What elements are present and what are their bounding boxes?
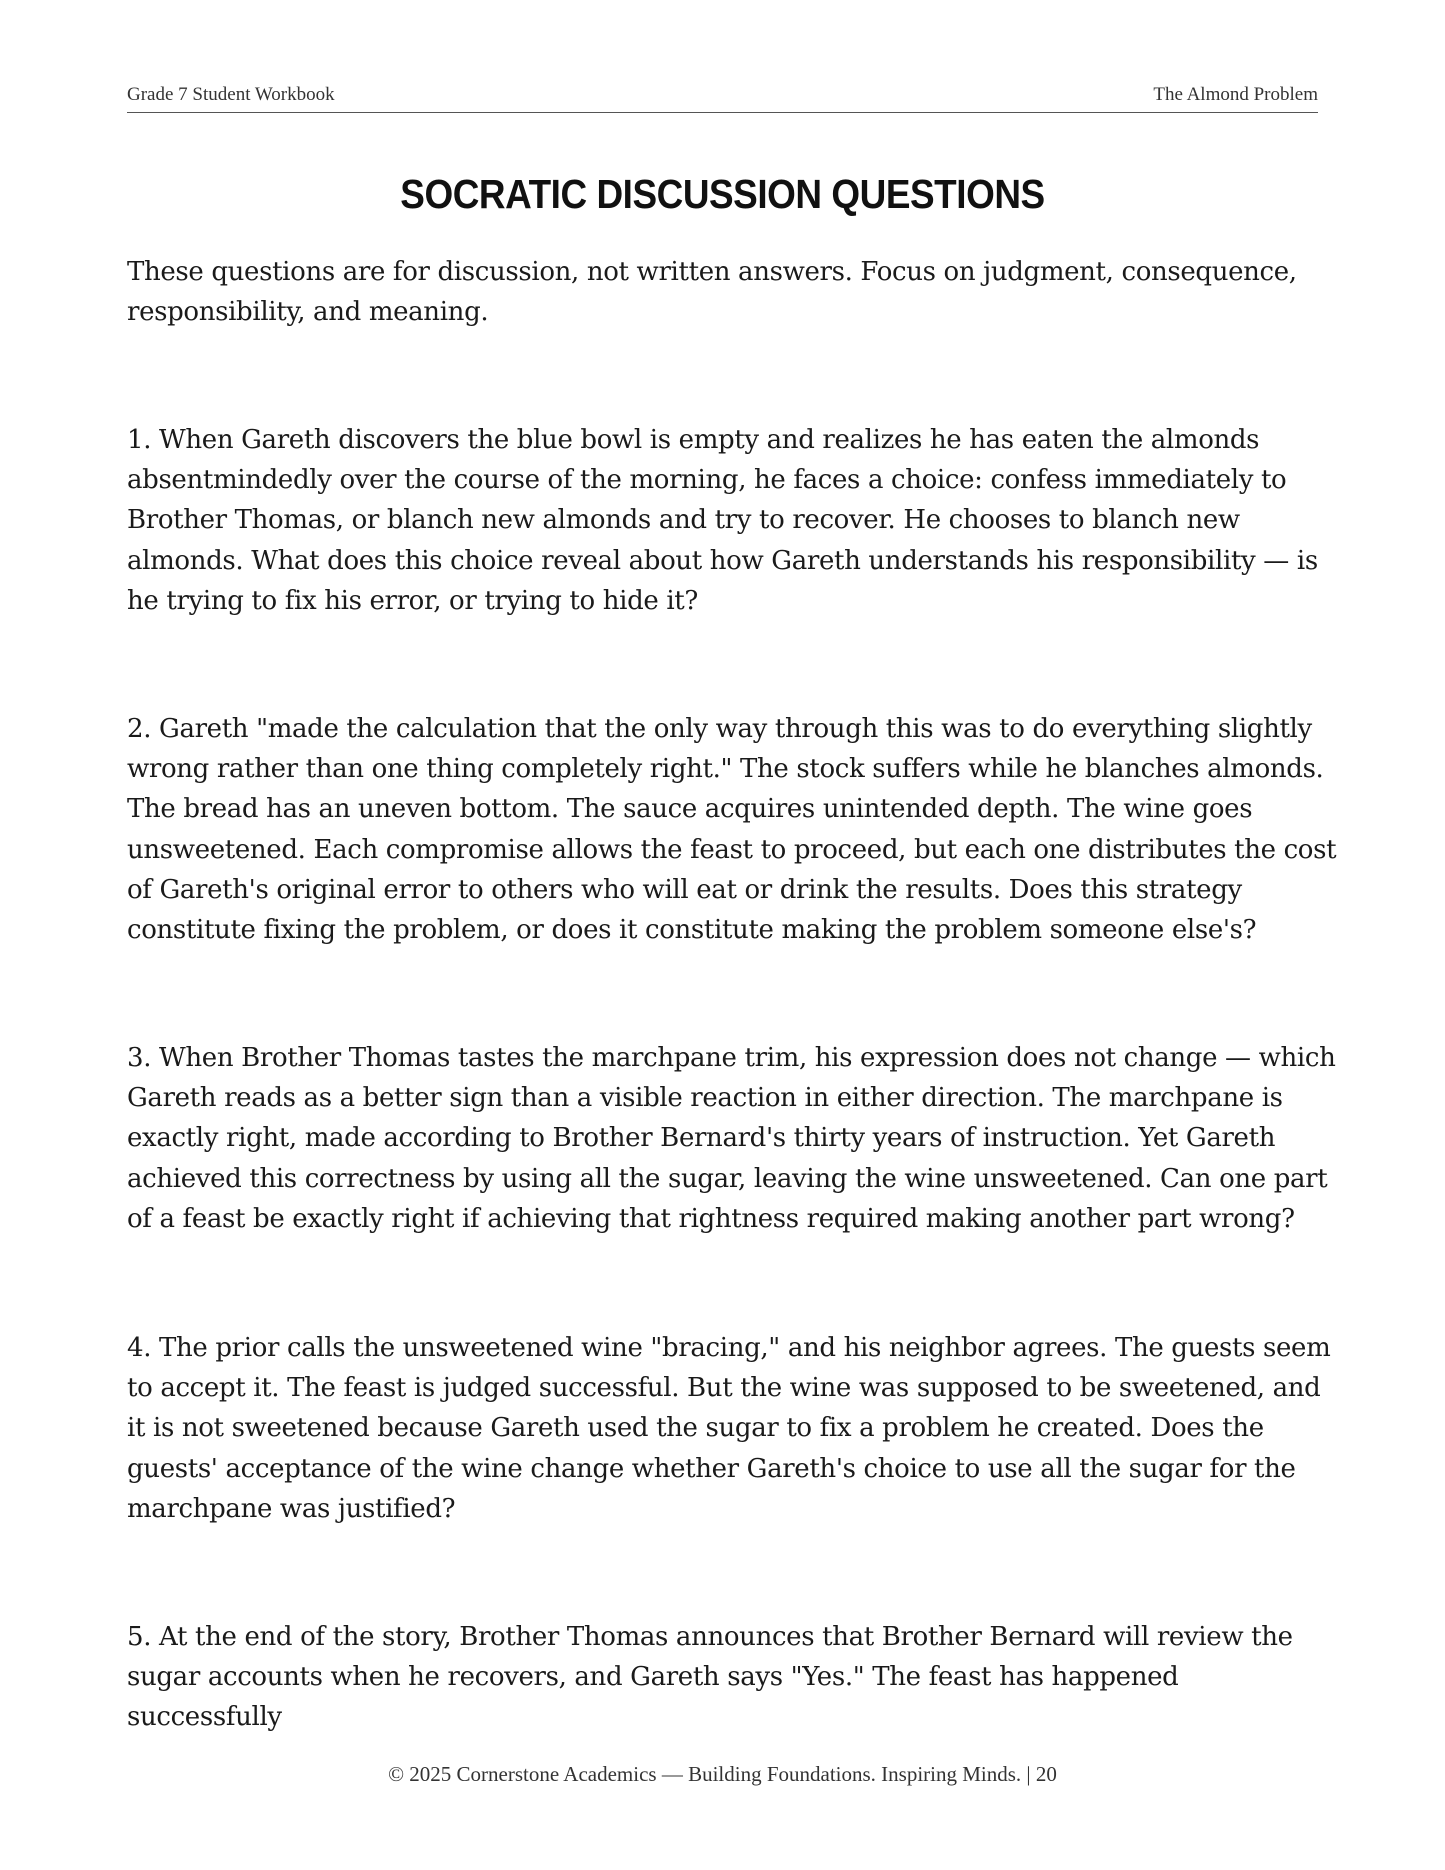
page-title: SOCRATIC DISCUSSION QUESTIONS [400, 171, 1045, 217]
question-4: 4. The prior calls the unsweetened wine "bracing," and his neighbor agrees. The guests seem to accept it. The feast is judged successful. But the wine was supposed to be sweetened, and it is not sweetened because Gareth used the sugar to fix a problem he created. Does the guests' acceptance of the wine change whether Gareth's choice to use all the sugar for the marchpane was justified? [127, 1333, 1331, 1524]
question-1: 1. When Gareth discovers the blue bowl is empty and realizes he has eaten the almonds absentmindedly over the course of the morning, he faces a choice: confess immediately to Brother Thomas, or blanch new almonds and try to recover. He chooses to blanch new almonds. What does this choice reveal about how Gareth understands his responsibility — is he trying to fix his error, or trying to hide it? [127, 425, 1318, 616]
page-footer: © 2025 Cornerstone Academics — Building Foundations. Inspiring Minds. | 20 [388, 1762, 1057, 1786]
question-3: 3. When Brother Thomas tastes the marchpane trim, his expression does not change — which Gareth reads as a better sign than a visible reaction in either direction. The marchpane is exactly right, made according to Brother Bernard's thirty years of instruction. Yet Gareth achieved this correctness by using all the sugar, leaving the wine unsweetened. Can one part of a feast be exactly right if achieving that rightness required making another part wrong? [127, 1043, 1336, 1234]
question-2: 2. Gareth "made the calculation that the only way through this was to do everything slightly wrong rather than one thing completely right." The stock suffers while he blanches almonds. The bread has an uneven bottom. The sauce acquires unintended depth. The wine goes unsweetened. Each compromise allows the feast to proceed, but each one distributes the cost of Gareth's original error to others who will eat or drink the results. Does this strategy constitute fixing the problem, or does it constitute making the problem someone else's? [127, 714, 1337, 946]
page-header [127, 84, 1318, 113]
intro-paragraph: These questions are for discussion, not written answers. Focus on judgment, consequence, responsibility, and meaning. [127, 257, 1297, 327]
question-5: 5. At the end of the story, Brother Thomas announces that Brother Bernard will review the sugar accounts when he recovers, and Gareth says "Yes." The feast has happened successfully [127, 1622, 1293, 1733]
header-story-title: The Almond Problem [1153, 84, 1318, 105]
header-workbook-title: Grade 7 Student Workbook [127, 84, 335, 105]
